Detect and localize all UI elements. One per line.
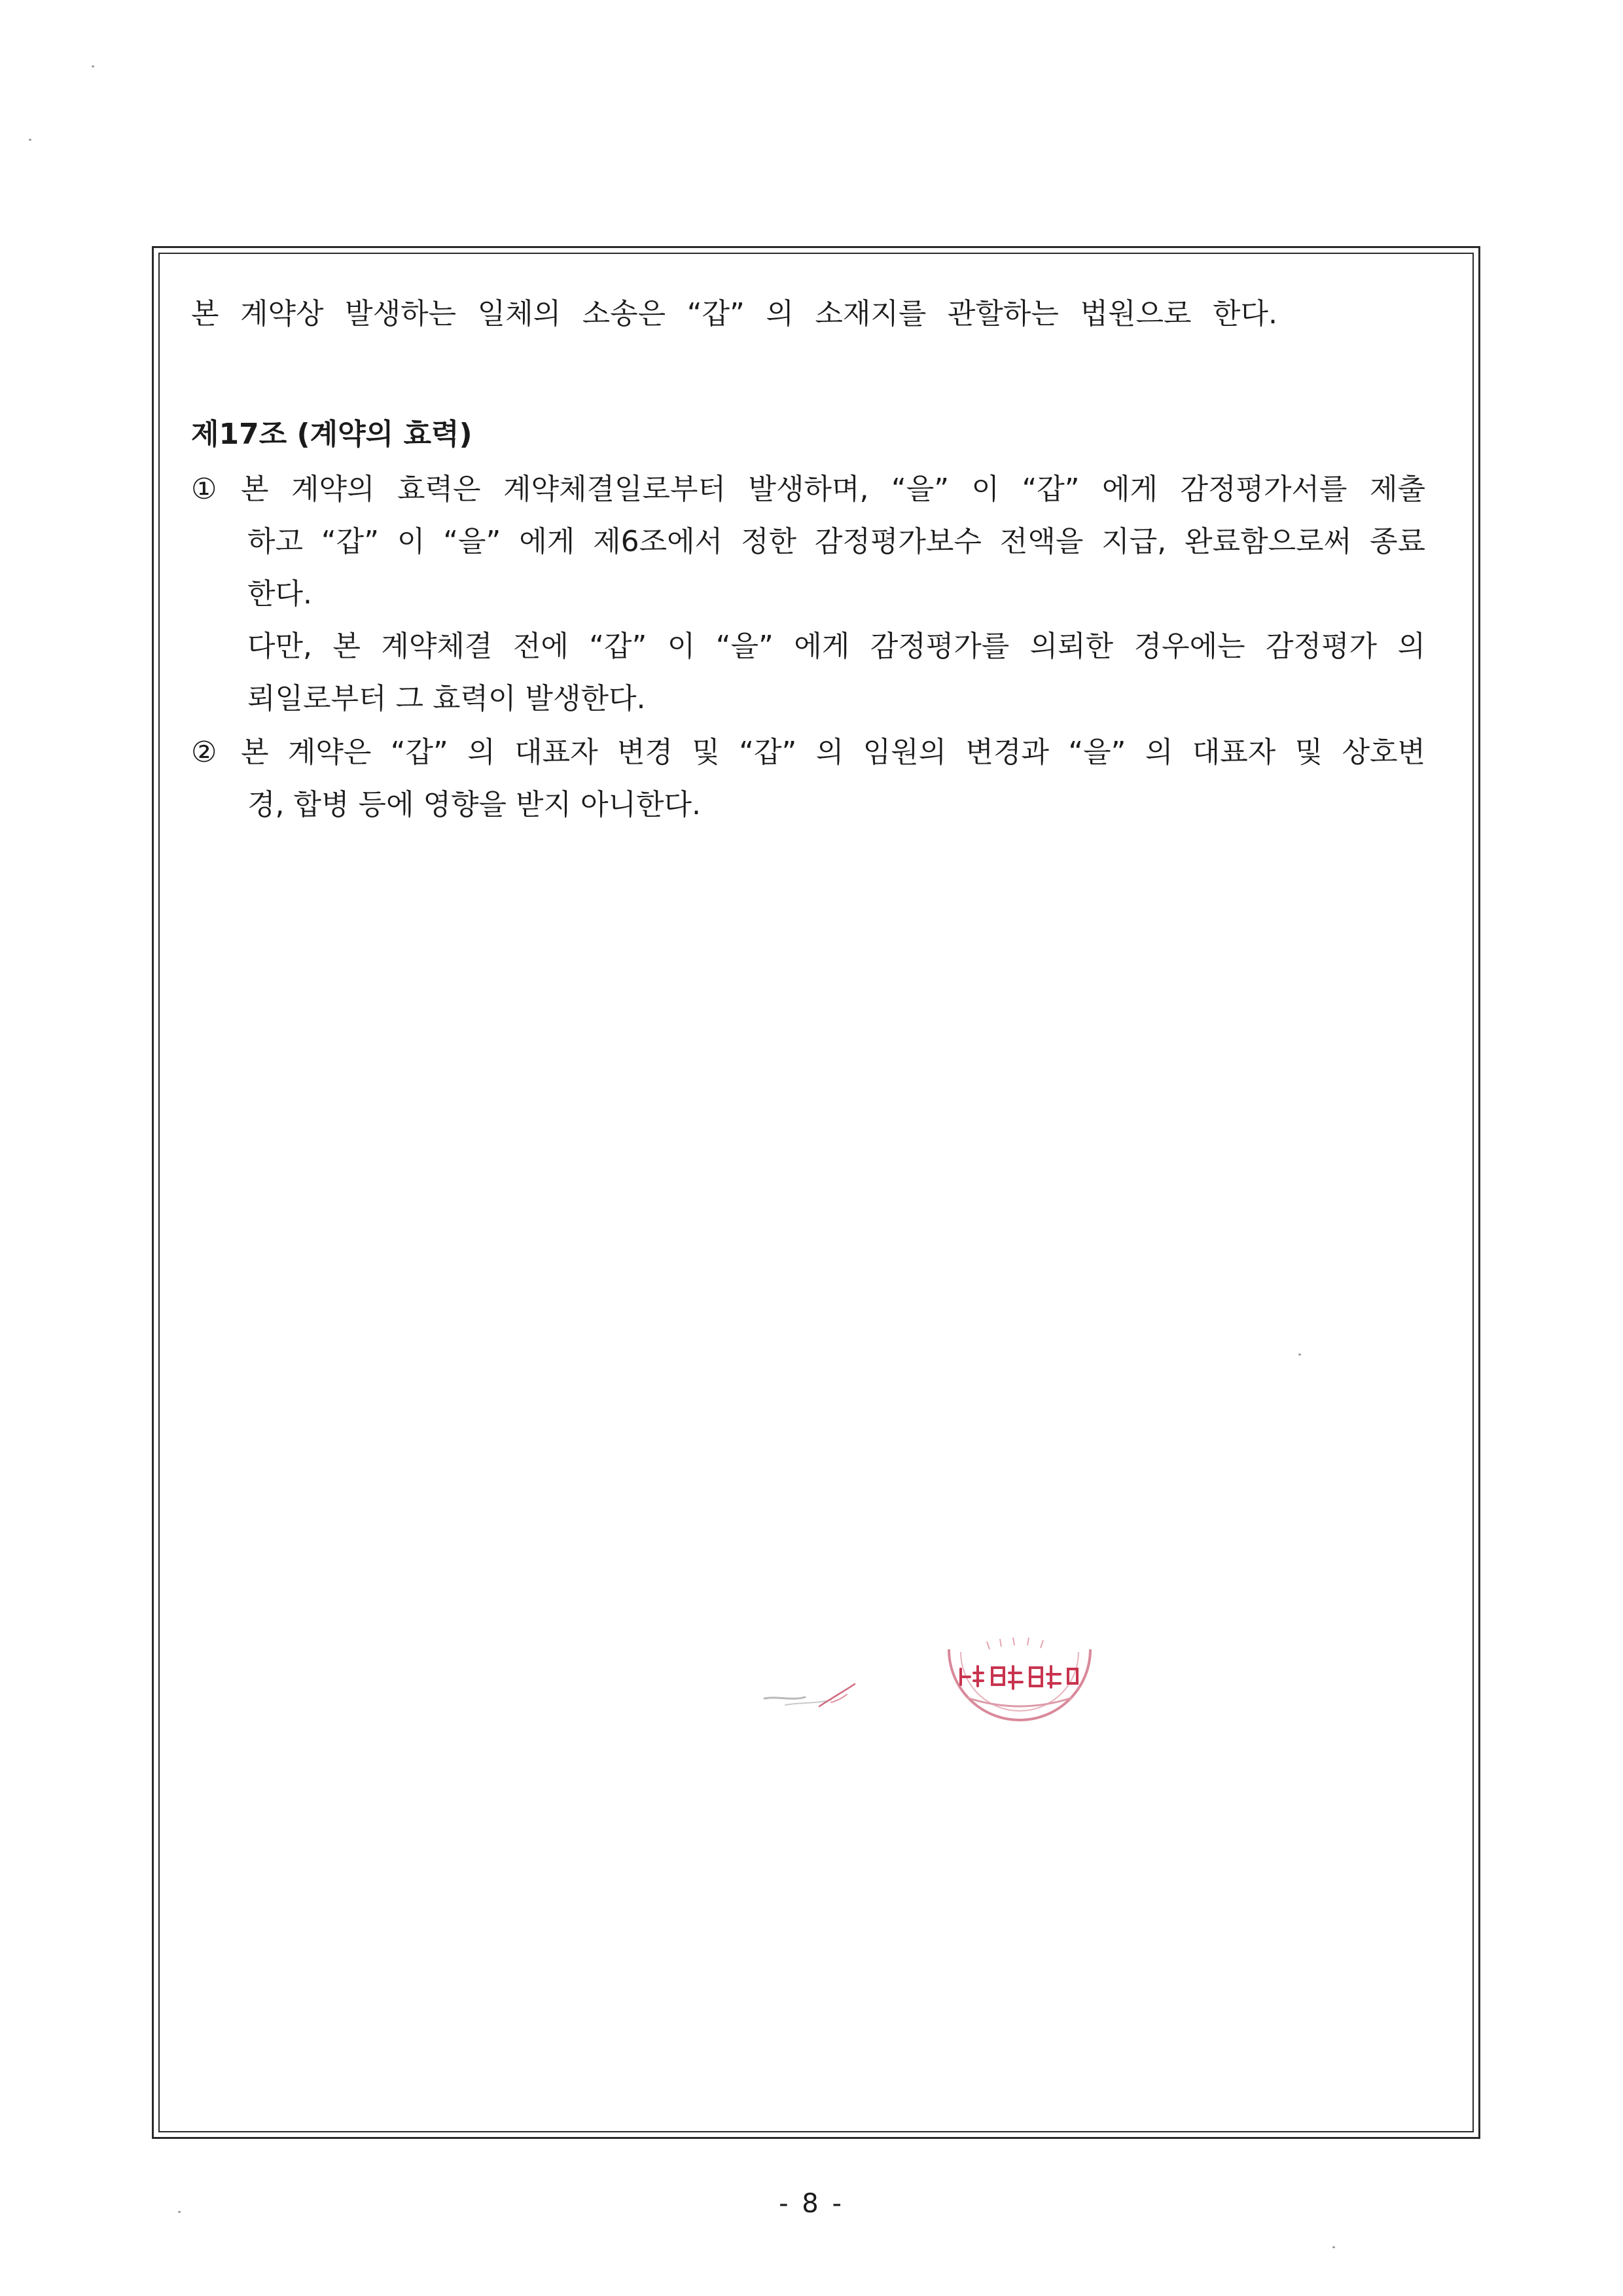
scan-speck [178, 2211, 181, 2213]
company-seal-stamp [941, 1630, 1098, 1721]
item-1-line-1: 본 계약의 효력은 계약체결일로부터 발생하며, “을” 이 “갑” 에게 감정평가서를 제출 [241, 473, 1425, 506]
item-1-line-3: 한다. [247, 577, 312, 611]
item-2-line-2: 경, 합병 등에 영향을 받지 아니한다. [247, 788, 701, 821]
item-1-proviso-line-1: 다만, 본 계약체결 전에 “갑” 이 “을” 에게 감정평가를 의뢰한 경우에는 감정평가 의 [247, 630, 1425, 663]
scan-speck [29, 139, 31, 141]
item-2-line-1: 본 계약은 “갑” 의 대표자 변경 및 “갑” 의 임원의 변경과 “을” 의 대표자 및 상호변 [241, 736, 1425, 769]
item-2-marker: ② [191, 736, 217, 769]
scan-speck [1298, 1354, 1301, 1355]
page-number: - 8 - [779, 2189, 844, 2219]
article-17-heading: 제17조 (계약의 효력) [191, 418, 473, 451]
item-1-line-2: 하고 “갑” 이 “을” 에게 제6조에서 정한 감정평가보수 전액을 지급, 완료함으로써 종료 [247, 525, 1425, 558]
item-1-marker: ① [191, 473, 217, 506]
jurisdiction-clause: 본 계약상 발생하는 일체의 소송은 “갑” 의 소재지를 관할하는 법원으로 한다. [191, 297, 1277, 331]
item-1-proviso-line-2: 뢰일로부터 그 효력이 발생한다. [247, 682, 646, 715]
scan-speck [92, 65, 94, 67]
signature-mark [759, 1672, 864, 1718]
scan-speck [1332, 2246, 1335, 2248]
